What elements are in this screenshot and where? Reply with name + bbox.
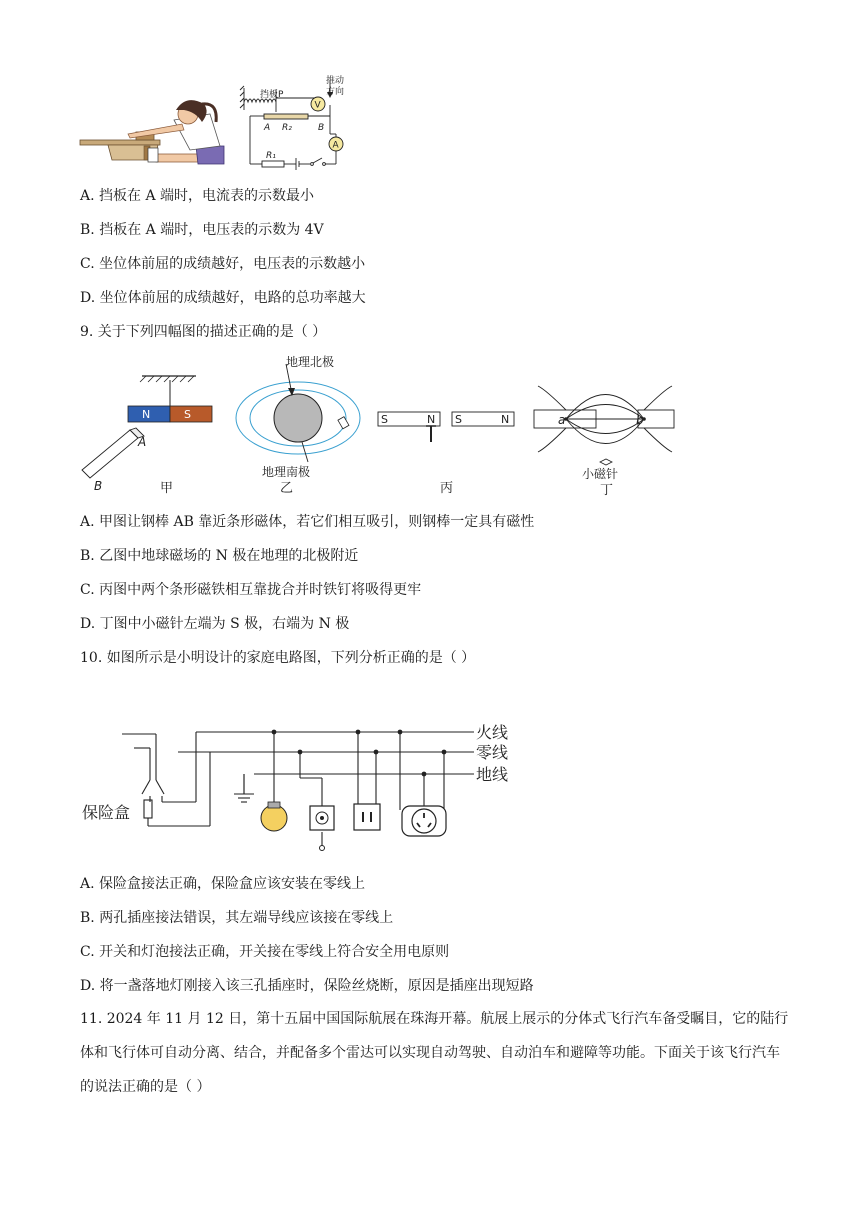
ding-caption: 丁 — [600, 483, 614, 498]
bing-n2-label: N — [501, 413, 510, 426]
q9-option-c: C. 丙图中两个条形磁铁相互靠拢合并时铁钉将吸得更牢 — [80, 582, 422, 598]
q10-fuse-box-label: 保险盒 — [82, 803, 131, 822]
fig-ding — [534, 386, 674, 498]
q8-ammeter-label: A — [332, 140, 339, 151]
q9-stem: 9. 关于下列四幅图的描述正确的是（ ） — [80, 324, 327, 340]
q8-baffle-label: 挡板P — [260, 90, 284, 100]
q10-option-d: D. 将一盏落地灯刚接入该三孔插座时，保险丝烧断，原因是插座出现短路 — [80, 978, 534, 994]
bing-n1-label: N — [427, 413, 436, 426]
bing-caption: 丙 — [440, 481, 454, 496]
q8-label-r1: R₁ — [266, 151, 276, 161]
q8-option-a: A. 挡板在 A 端时，电流表的示数最小 — [80, 188, 315, 204]
q10-ground-label: 地线 — [476, 765, 509, 784]
jia-b-label: B — [94, 479, 103, 493]
jia-s-label: S — [184, 408, 191, 421]
sit-reach-illustration — [78, 92, 228, 170]
q8-push-label-1: 推动 — [326, 76, 345, 86]
yi-south-geo-label: 地理南极 — [262, 465, 311, 479]
q10-household-circuit-diagram — [78, 718, 518, 858]
sit-reach-circuit-diagram — [238, 72, 358, 172]
yi-north-geo-label: 地理北极 — [286, 355, 335, 369]
jia-caption: 甲 — [160, 481, 174, 496]
q8-label-r2: R₂ — [282, 123, 292, 133]
ding-needle-label: 小磁针 — [582, 467, 619, 481]
fig-jia — [82, 376, 212, 496]
q8-voltmeter-label: V — [314, 100, 321, 111]
q10-neutral-label: 零线 — [476, 743, 509, 762]
q8-push-label-2: 方向 — [326, 87, 345, 97]
q8-option-c: C. 坐位体前屈的成绩越好，电压表的示数越小 — [80, 256, 366, 272]
bing-s1-label: S — [381, 413, 388, 426]
q9-option-b: B. 乙图中地球磁场的 N 极在地理的北极附近 — [80, 548, 359, 564]
q8-option-b: B. 挡板在 A 端时，电压表的示数为 4V — [80, 222, 324, 238]
yi-caption: 乙 — [280, 481, 294, 496]
q9-four-magnet-figures — [76, 350, 676, 500]
ding-a-label: a — [558, 413, 566, 427]
q10-option-b: B. 两孔插座接法错误，其左端导线应该接在零线上 — [80, 910, 394, 926]
fig-bing — [378, 412, 514, 496]
q8-label-b: B — [318, 123, 325, 133]
q10-option-a: A. 保险盒接法正确，保险盒应该安装在零线上 — [80, 876, 366, 892]
jia-a-label: A — [138, 435, 147, 449]
q9-option-a: A. 甲图让钢棒 AB 靠近条形磁体，若它们相互吸引，则钢棒一定具有磁性 — [80, 514, 535, 530]
q10-option-c: C. 开关和灯泡接法正确，开关接在零线上符合安全用电原则 — [80, 944, 450, 960]
q8-option-d: D. 坐位体前屈的成绩越好，电路的总功率越大 — [80, 290, 366, 306]
q8-label-a: A — [264, 123, 271, 133]
bing-s2-label: S — [455, 413, 462, 426]
q10-stem: 10. 如图所示是小明设计的家庭电路图，下列分析正确的是（ ） — [80, 650, 476, 666]
q10-live-label: 火线 — [476, 723, 509, 742]
ding-b-label: b — [636, 413, 644, 427]
q9-option-d: D. 丁图中小磁针左端为 S 极，右端为 N 极 — [80, 616, 350, 632]
q11-stem: 11. 2024 年 11 月 12 日，第十五届中国国际航展在珠海开幕。航展上展示的分体式飞行汽车备受瞩目，它的陆行体和飞行体可自动分离、结合，并配备多个雷达可以实现自动驾驶、自动泊车和避障等功能。下面关于该飞行汽车的说法正确的是（ ） — [80, 1011, 789, 1095]
jia-n-label: N — [142, 408, 151, 421]
fig-yi — [236, 354, 360, 496]
